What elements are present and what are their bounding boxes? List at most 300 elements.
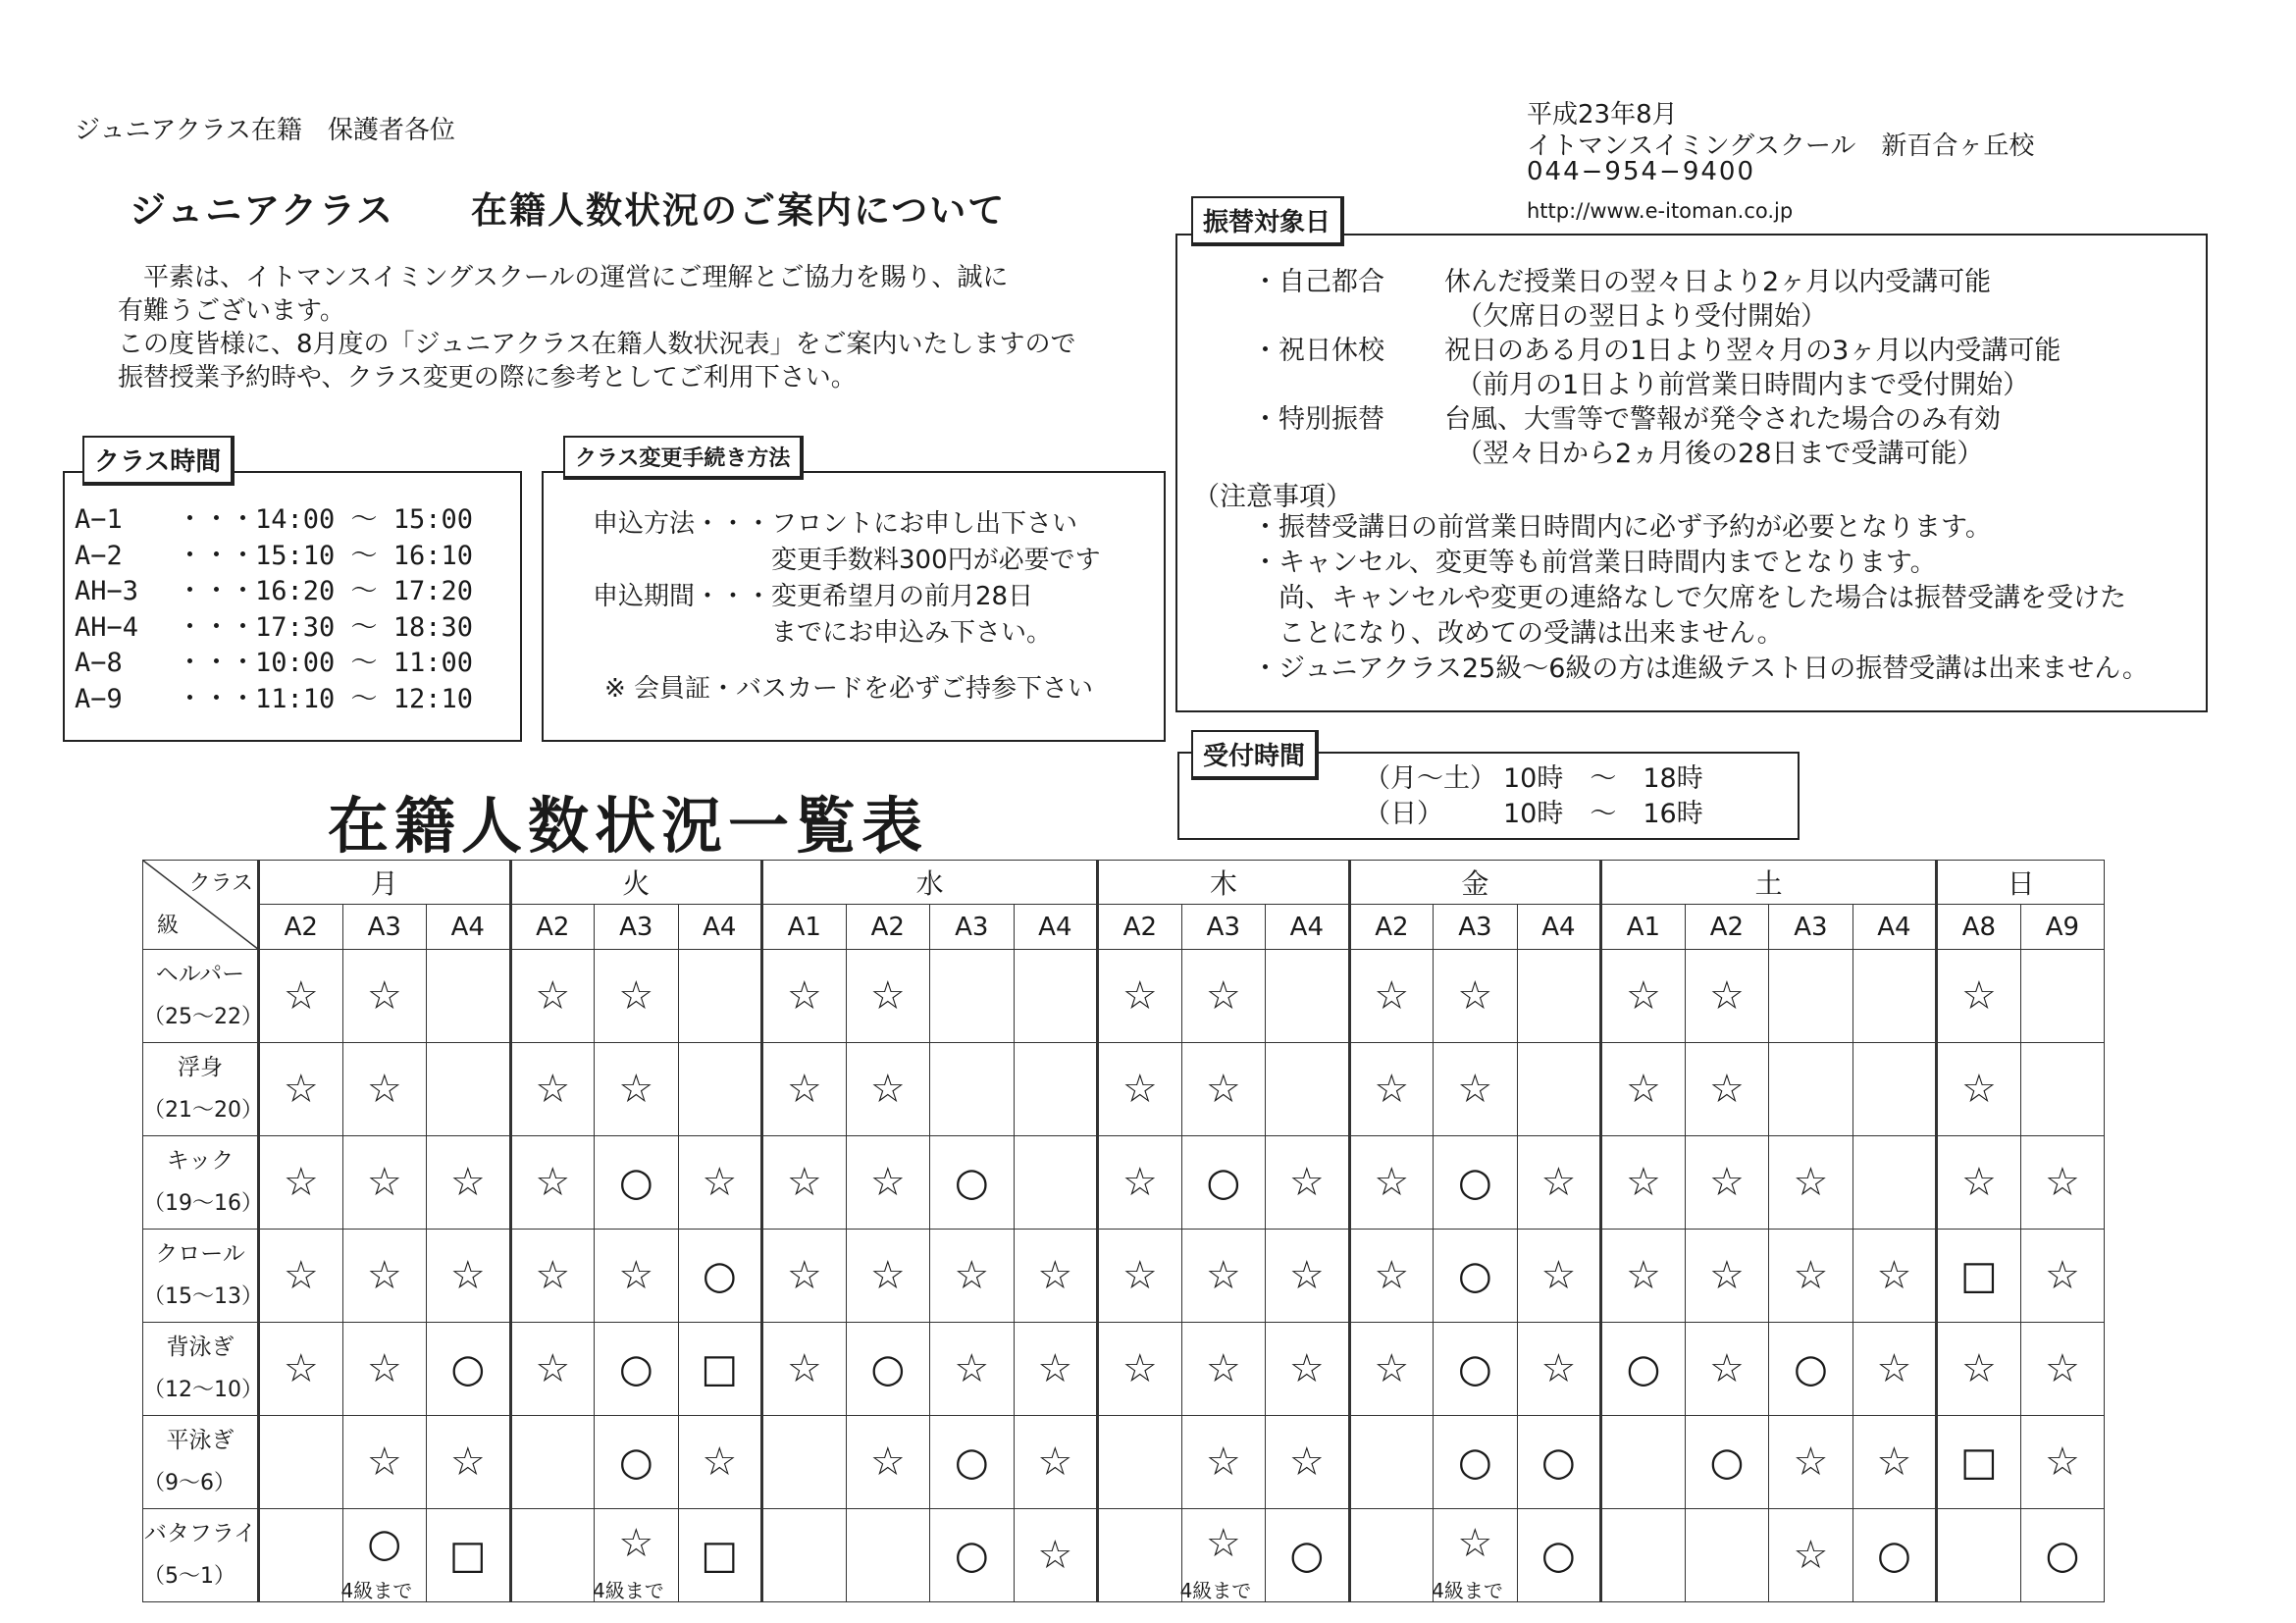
- circle-icon: ○: [618, 1440, 653, 1485]
- star-icon: ☆: [1625, 973, 1661, 1019]
- status-cell: [1098, 950, 1182, 1043]
- star-icon: ☆: [786, 973, 822, 1019]
- status-cell: [427, 1230, 511, 1323]
- class-header: A4: [678, 905, 762, 950]
- status-cell: [1685, 1509, 1769, 1602]
- status-cell: [1601, 1509, 1686, 1602]
- status-cell: [1181, 1136, 1266, 1230]
- level-name: クロール: [155, 1241, 245, 1268]
- star-icon: ☆: [2044, 1346, 2080, 1391]
- status-cell: [1434, 950, 1518, 1043]
- status-cell: [510, 1509, 595, 1602]
- status-cell: [1601, 950, 1686, 1043]
- intro-line: 有難うございます。: [118, 296, 345, 326]
- status-cell: [259, 1323, 343, 1416]
- status-cell: [1601, 1323, 1686, 1416]
- table-corner: [143, 861, 259, 950]
- status-cell: [846, 1416, 930, 1509]
- status-cell: [510, 1136, 595, 1230]
- circle-icon: ○: [954, 1533, 989, 1578]
- star-icon: ☆: [702, 1160, 738, 1205]
- status-cell: [427, 1043, 511, 1136]
- star-icon: ☆: [1625, 1160, 1661, 1205]
- status-cell: [846, 1509, 930, 1602]
- status-cell: [762, 1416, 847, 1509]
- status-cell: [1517, 1043, 1601, 1136]
- status-cell: [1769, 1323, 1853, 1416]
- intro-line: この度皆様に、8月度の「ジュニアクラス在籍人数状況表」をご案内いたしますので: [118, 330, 1076, 359]
- level-range: （19～16）: [143, 1190, 263, 1216]
- square-icon: □: [448, 1533, 487, 1578]
- status-cell: [1769, 1136, 1853, 1230]
- star-icon: ☆: [1122, 1253, 1158, 1298]
- status-cell: [1098, 1230, 1182, 1323]
- status-cell: [1601, 1230, 1686, 1323]
- status-cell: [930, 1416, 1015, 1509]
- level-cell: [143, 1416, 259, 1509]
- star-icon: ☆: [1540, 1346, 1577, 1391]
- status-cell: [595, 1043, 679, 1136]
- day-header: 土: [1601, 861, 1937, 905]
- table-title: 在籍人数状況一覧表: [328, 790, 929, 862]
- circle-icon: ○: [2045, 1533, 2080, 1578]
- class-header: A2: [1098, 905, 1182, 950]
- status-cell: [510, 1416, 595, 1509]
- square-icon: □: [1960, 1440, 1998, 1485]
- status-cell: [510, 1043, 595, 1136]
- status-cell: [1098, 1136, 1182, 1230]
- status-cell: [678, 1230, 762, 1323]
- status-cell: [595, 950, 679, 1043]
- procedure-note: ※ 会員証・バスカードを必ずご持参下さい: [604, 674, 1094, 704]
- status-cell: [342, 1416, 427, 1509]
- date: 平成23年8月: [1527, 100, 1678, 130]
- star-icon: ☆: [1037, 1346, 1073, 1391]
- status-cell: [930, 1230, 1015, 1323]
- status-cell: [1266, 950, 1350, 1043]
- star-icon: ☆: [786, 1067, 822, 1112]
- status-cell: [1434, 1230, 1518, 1323]
- class-time-row: AH−3 ・・・16:20 ～ 17:20: [75, 576, 474, 606]
- star-icon: ☆: [1793, 1253, 1829, 1298]
- level-cell: [143, 1323, 263, 1416]
- star-icon: ☆: [1960, 1067, 1997, 1112]
- status-cell: [1266, 1323, 1350, 1416]
- status-cell: [1769, 1043, 1853, 1136]
- circle-icon: ○: [1540, 1533, 1576, 1578]
- table-row: [143, 1323, 2105, 1416]
- star-icon: ☆: [786, 1253, 822, 1298]
- status-cell: [846, 1043, 930, 1136]
- star-icon: ☆: [869, 1160, 906, 1205]
- status-cell: [1517, 1509, 1601, 1602]
- star-icon: ☆: [1374, 1253, 1410, 1298]
- star-icon: ☆: [283, 1160, 319, 1205]
- class-header: A8: [1937, 905, 2021, 950]
- status-cell: [1349, 1416, 1434, 1509]
- status-cell: [1937, 1509, 2021, 1602]
- status-cell: [846, 1136, 930, 1230]
- class-header: A2: [846, 905, 930, 950]
- star-icon: ☆: [1205, 1253, 1241, 1298]
- status-cell: [2020, 1230, 2105, 1323]
- circle-icon: ○: [618, 1346, 653, 1391]
- status-cell: [930, 1043, 1015, 1136]
- class-time-row: A−8 ・・・10:00 ～ 11:00: [75, 648, 474, 678]
- status-cell: [1014, 1230, 1098, 1323]
- status-cell: [1098, 1416, 1182, 1509]
- level-name: 浮身: [178, 1055, 223, 1081]
- star-icon: ☆: [1457, 1067, 1493, 1112]
- status-cell: [930, 1136, 1015, 1230]
- status-cell: [427, 1509, 511, 1602]
- page-title: ジュニアクラス 在籍人数状況のご案内について: [130, 189, 1007, 232]
- procedure-line: 申込方法・・・フロントにお申し出下さい: [593, 509, 1078, 539]
- star-icon: ☆: [283, 973, 319, 1019]
- class-header: A9: [2020, 905, 2105, 950]
- day-header: 月: [259, 861, 511, 905]
- circle-icon: ○: [618, 1160, 653, 1205]
- class-time-row: AH−4 ・・・17:30 ～ 18:30: [75, 611, 474, 643]
- circle-icon: ○: [954, 1440, 989, 1485]
- status-cell: [1601, 1043, 1686, 1136]
- status-cell: [1181, 950, 1266, 1043]
- school-name: イトマンスイミングスクール 新百合ヶ丘校: [1527, 131, 2035, 161]
- status-cell: [1014, 1136, 1098, 1230]
- star-icon: ☆: [1708, 1160, 1745, 1205]
- star-icon: ☆: [1960, 973, 1997, 1019]
- circle-icon: ○: [1709, 1440, 1745, 1485]
- addressee: ジュニアクラス在籍 保護者各位: [75, 116, 455, 145]
- status-cell: [678, 950, 762, 1043]
- reception-label: 受付時間: [1191, 730, 1319, 780]
- star-icon: ☆: [1288, 1253, 1325, 1298]
- class-header: A1: [1601, 905, 1686, 950]
- status-cell: [427, 1323, 511, 1416]
- circle-icon: ○: [954, 1160, 989, 1205]
- star-icon: ☆: [1625, 1067, 1661, 1112]
- star-icon: ☆: [786, 1346, 822, 1391]
- level-cell: [143, 1136, 263, 1230]
- status-cell: [2020, 1043, 2105, 1136]
- enrollment-status-table: [142, 860, 2105, 1602]
- status-cell: [1852, 1230, 1937, 1323]
- table-row: [143, 1043, 2105, 1136]
- class-header: A4: [1517, 905, 1601, 950]
- level-cell: [143, 1043, 263, 1136]
- status-cell: [1852, 1136, 1937, 1230]
- status-cell: [762, 1509, 847, 1602]
- status-cell: [595, 1136, 679, 1230]
- status-cell: [1685, 950, 1769, 1043]
- star-icon: ☆: [366, 1067, 402, 1112]
- table-row: [143, 950, 2105, 1043]
- status-cell: [1937, 1230, 2021, 1323]
- transfer-item: ・自己都合 休んだ授業日の翌々日より2ヶ月以内受講可能: [1252, 267, 1992, 297]
- star-icon: ☆: [449, 1160, 486, 1205]
- status-cell: [259, 950, 343, 1043]
- star-icon: ☆: [1457, 1521, 1493, 1566]
- day-header: 日: [1937, 861, 2105, 905]
- status-cell: [846, 1230, 930, 1323]
- day-header: 水: [762, 861, 1098, 905]
- class-header: A3: [1769, 905, 1853, 950]
- level-range: （15～13）: [143, 1283, 263, 1309]
- circle-icon: ○: [1457, 1160, 1492, 1205]
- status-cell: [1349, 1323, 1434, 1416]
- star-icon: ☆: [1793, 1160, 1829, 1205]
- status-cell: [2020, 1509, 2105, 1602]
- status-cell: [762, 950, 847, 1043]
- transfer-item-sub: （翌々日から2ヵ月後の28日まで受講可能）: [1456, 439, 1984, 469]
- status-cell: [1685, 1230, 1769, 1323]
- status-cell: [846, 950, 930, 1043]
- status-cell: [1937, 1323, 2021, 1416]
- level-name: 背泳ぎ: [166, 1335, 235, 1361]
- status-cell: [1601, 1136, 1686, 1230]
- level-name: バタフライ: [143, 1521, 257, 1547]
- star-icon: ☆: [1540, 1253, 1577, 1298]
- status-cell: [259, 1230, 343, 1323]
- status-cell: [2020, 1323, 2105, 1416]
- status-cell: [259, 1509, 343, 1602]
- class-header: A3: [1434, 905, 1518, 950]
- status-cell: [1937, 1043, 2021, 1136]
- table-row: [143, 1509, 2105, 1602]
- status-cell: [1769, 1416, 1853, 1509]
- circle-icon: ○: [450, 1346, 486, 1391]
- status-cell: [1349, 1230, 1434, 1323]
- day-header: 木: [1098, 861, 1350, 905]
- class-header: A4: [427, 905, 511, 950]
- table-row: [143, 1230, 2105, 1323]
- status-cell: [1517, 950, 1601, 1043]
- star-icon: ☆: [535, 1346, 571, 1391]
- note-line: 尚、キャンセルや変更の連絡なしで欠席をした場合は振替受講を受けた: [1252, 583, 2126, 613]
- table-row: [143, 1136, 2105, 1230]
- star-icon: ☆: [1540, 1160, 1577, 1205]
- notes-title: （注意事項）: [1193, 482, 1352, 512]
- intro-line: 平素は、イトマンスイミングスクールの運営にご理解とご協力を賜り、誠に: [118, 263, 1009, 292]
- status-cell: [930, 950, 1015, 1043]
- class-time-row: A−2 ・・・15:10 ～ 16:10: [75, 540, 474, 571]
- status-cell: [342, 1230, 427, 1323]
- status-cell: [1517, 1416, 1601, 1509]
- status-cell: [1769, 950, 1853, 1043]
- level-name: ヘルパー: [155, 962, 245, 988]
- status-cell: [1434, 1416, 1518, 1509]
- star-icon: ☆: [1960, 1160, 1997, 1205]
- circle-icon: ○: [1289, 1533, 1325, 1578]
- status-cell: [1014, 950, 1098, 1043]
- star-icon: ☆: [618, 1067, 654, 1112]
- status-cell: [1349, 1043, 1434, 1136]
- status-cell: [678, 1043, 762, 1136]
- level-limit-note: 4級まで: [593, 1579, 664, 1602]
- circle-icon: ○: [1793, 1346, 1828, 1391]
- star-icon: ☆: [869, 1067, 906, 1112]
- note-line: ことになり、改めての受講は出来ません。: [1252, 618, 1784, 649]
- star-icon: ☆: [1876, 1346, 1912, 1391]
- status-cell: [1181, 1416, 1266, 1509]
- status-cell: [678, 1323, 762, 1416]
- star-icon: ☆: [1374, 1346, 1410, 1391]
- status-cell: [762, 1323, 847, 1416]
- status-cell: [342, 1136, 427, 1230]
- star-icon: ☆: [535, 1067, 571, 1112]
- star-icon: ☆: [1122, 1346, 1158, 1391]
- star-icon: ☆: [2044, 1160, 2080, 1205]
- status-cell: [1601, 1416, 1686, 1509]
- circle-icon: ○: [1206, 1160, 1241, 1205]
- class-header: A2: [510, 905, 595, 950]
- status-cell: [1852, 1323, 1937, 1416]
- class-change-label: クラス変更手続き方法: [563, 436, 804, 480]
- status-cell: [1181, 1323, 1266, 1416]
- day-header: 火: [510, 861, 762, 905]
- class-change-text: [593, 506, 1101, 707]
- status-cell: [762, 1136, 847, 1230]
- status-cell: [678, 1416, 762, 1509]
- procedure-line: 申込期間・・・変更希望月の前月28日: [593, 582, 1034, 611]
- status-cell: [678, 1136, 762, 1230]
- status-cell: [1014, 1043, 1098, 1136]
- circle-icon: ○: [1626, 1346, 1661, 1391]
- status-cell: [1266, 1230, 1350, 1323]
- status-cell: [342, 950, 427, 1043]
- status-cell: [1852, 1043, 1937, 1136]
- status-cell: [930, 1509, 1015, 1602]
- status-cell: [1098, 1509, 1182, 1602]
- circle-icon: ○: [1457, 1346, 1492, 1391]
- star-icon: ☆: [954, 1253, 990, 1298]
- level-range: （25～22）: [143, 1004, 263, 1029]
- level-cell: [143, 1509, 259, 1602]
- star-icon: ☆: [1625, 1253, 1661, 1298]
- status-cell: [595, 1416, 679, 1509]
- transfer-items: [1252, 265, 2061, 471]
- status-cell: [1852, 1416, 1937, 1509]
- level-cell: [143, 950, 263, 1043]
- class-header: A2: [259, 905, 343, 950]
- note-line: ・振替受講日の前営業日時間内に必ず予約が必要となります。: [1252, 512, 1992, 543]
- level-limit-note: 4級まで: [1432, 1579, 1503, 1602]
- status-cell: [1014, 1323, 1098, 1416]
- circle-icon: ○: [1457, 1253, 1492, 1298]
- star-icon: ☆: [1288, 1346, 1325, 1391]
- status-cell: [1266, 1043, 1350, 1136]
- level-range: （5～1）: [143, 1563, 235, 1589]
- status-cell: [2020, 1416, 2105, 1509]
- status-cell: [1937, 1136, 2021, 1230]
- class-header: A4: [1266, 905, 1350, 950]
- status-cell: [678, 1509, 762, 1602]
- status-cell: [1434, 1509, 1518, 1602]
- status-cell: [930, 1323, 1015, 1416]
- star-icon: ☆: [1708, 973, 1745, 1019]
- status-cell: [1937, 950, 2021, 1043]
- status-cell: [1769, 1230, 1853, 1323]
- status-cell: [1014, 1509, 1098, 1602]
- status-cell: [1517, 1323, 1601, 1416]
- status-cell: [762, 1043, 847, 1136]
- star-icon: ☆: [1122, 973, 1158, 1019]
- class-header: A3: [595, 905, 679, 950]
- class-header: A3: [342, 905, 427, 950]
- circle-icon: ○: [702, 1253, 737, 1298]
- star-icon: ☆: [535, 973, 571, 1019]
- status-cell: [510, 1230, 595, 1323]
- star-icon: ☆: [1374, 1160, 1410, 1205]
- status-cell: [1685, 1323, 1769, 1416]
- status-cell: [2020, 950, 2105, 1043]
- circle-icon: ○: [1540, 1440, 1576, 1485]
- circle-icon: ○: [870, 1346, 906, 1391]
- note-line: ・ジュニアクラス25級～6級の方は進級テスト日の振替受講は出来ません。: [1252, 654, 2149, 684]
- star-icon: ☆: [702, 1440, 738, 1485]
- status-cell: [595, 1509, 679, 1602]
- star-icon: ☆: [1122, 1160, 1158, 1205]
- star-icon: ☆: [366, 1253, 402, 1298]
- star-icon: ☆: [618, 1521, 654, 1566]
- status-cell: [1181, 1230, 1266, 1323]
- status-cell: [762, 1230, 847, 1323]
- class-times-label: クラス時間: [82, 436, 235, 486]
- status-cell: [1434, 1323, 1518, 1416]
- star-icon: ☆: [283, 1067, 319, 1112]
- status-cell: [427, 1136, 511, 1230]
- class-header: A3: [930, 905, 1015, 950]
- square-icon: □: [701, 1346, 739, 1391]
- class-header: A3: [1181, 905, 1266, 950]
- square-icon: □: [701, 1533, 739, 1578]
- star-icon: ☆: [1205, 1067, 1241, 1112]
- star-icon: ☆: [1793, 1440, 1829, 1485]
- transfer-label: 振替対象日: [1191, 196, 1344, 246]
- class-header: A4: [1014, 905, 1098, 950]
- status-cell: [595, 1230, 679, 1323]
- status-cell: [1685, 1136, 1769, 1230]
- class-header: A2: [1349, 905, 1434, 950]
- status-cell: [342, 1509, 427, 1602]
- class-header: A2: [1685, 905, 1769, 950]
- star-icon: ☆: [1876, 1440, 1912, 1485]
- status-cell: [1517, 1136, 1601, 1230]
- status-cell: [342, 1323, 427, 1416]
- star-icon: ☆: [1457, 973, 1493, 1019]
- star-icon: ☆: [618, 973, 654, 1019]
- status-cell: [1349, 950, 1434, 1043]
- star-icon: ☆: [1205, 973, 1241, 1019]
- status-cell: [1266, 1416, 1350, 1509]
- class-time-row: A−9 ・・・11:10 ～ 12:10: [75, 683, 474, 714]
- intro-line: 振替授業予約時や、クラス変更の際に参考としてご利用下さい。: [118, 363, 857, 393]
- status-cell: [1349, 1509, 1434, 1602]
- status-cell: [259, 1416, 343, 1509]
- status-cell: [1685, 1416, 1769, 1509]
- star-icon: ☆: [1037, 1253, 1073, 1298]
- reception-row: （月～土） 10時 ～ 18時: [1364, 763, 1703, 794]
- circle-icon: ○: [367, 1521, 402, 1566]
- transfer-item-sub: （欠席日の翌日より受付開始）: [1456, 301, 1827, 332]
- class-header: A4: [1852, 905, 1937, 950]
- status-cell: [427, 950, 511, 1043]
- star-icon: ☆: [283, 1346, 319, 1391]
- star-icon: ☆: [283, 1253, 319, 1298]
- star-icon: ☆: [1122, 1067, 1158, 1112]
- star-icon: ☆: [1876, 1253, 1912, 1298]
- status-cell: [1266, 1136, 1350, 1230]
